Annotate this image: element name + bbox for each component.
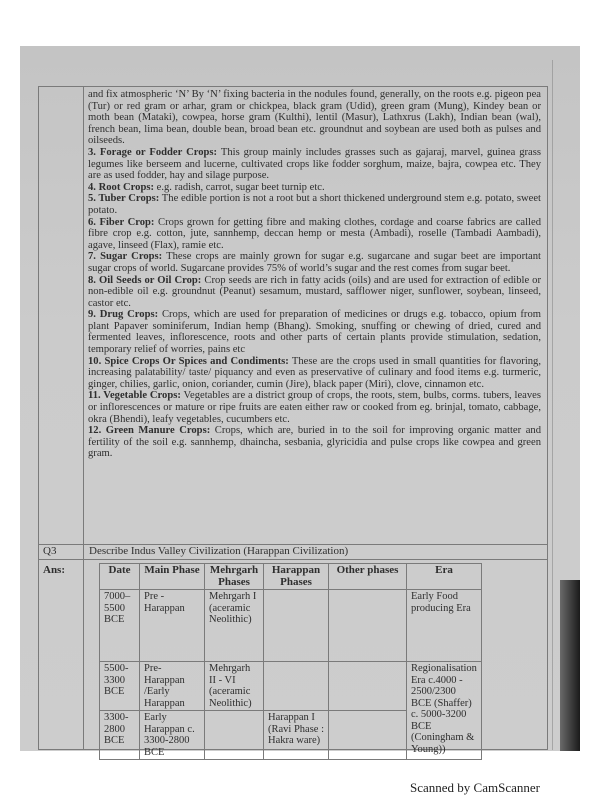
column-divider xyxy=(83,543,84,559)
scan-shadow xyxy=(560,580,580,751)
cell-era: Early Food producing Era xyxy=(407,590,482,662)
table-row xyxy=(100,590,482,662)
cell-main-phase: Pre-Harappan /Early Harappan xyxy=(140,662,205,711)
cell-mehrgarh: Mehrgarh I (aceramic Neolithic) xyxy=(205,590,264,662)
cell-main-phase: Pre - Harappan xyxy=(140,590,205,662)
item-10: 10. Spice Crops Or Spices and Condiments: These are the crops used in small quantities for flavoring, increasing palatability/ taste/ piquancy and even as preservative of culinary and food items e.g. turmeric, ginger, chilies, garlic, onion, coriander, cumin (Jire), black paper (Miri), clove, cinnamon etc. xyxy=(88,355,541,390)
page-edge-line xyxy=(552,60,553,750)
cell-harappan: Harappan I (Ravi Phase : Hakra ware) xyxy=(264,711,329,760)
item-6: 6. Fiber Crop: Crops grown for getting fibre and making clothes, cordage and coarse fabrics are called fibre crop e.g. cotton, jute, sannhemp, deccan hemp or mesta (Ambadi), roselle (Tambadi Aambadi), agave, linseed (Flax), ramie etc. xyxy=(88,216,542,251)
crop-classification-text xyxy=(84,87,547,462)
header-mehrgarh-phases: Mehrgarh Phases xyxy=(205,564,264,590)
question-row xyxy=(38,543,548,560)
cell-date: 7000–5500 BCE xyxy=(100,590,140,662)
answer-table-continued xyxy=(38,86,548,545)
cell-other xyxy=(329,711,407,760)
header-main-phase: Main Phase xyxy=(140,564,205,590)
item-11: 11. Vegetable Crops: Vegetables are a district group of crops, the roots, stem, bulbs, corms. tubers, leaves or inflorescences or mature or ripe fruits are eaten either raw or cooked from eg. brinjal, tomato, cabbage, okra (Bhendi), leafy vegetables, cucumbers etc. xyxy=(88,390,541,425)
label-column xyxy=(39,87,84,544)
answer-label: Ans: xyxy=(43,564,66,576)
answer-row xyxy=(38,560,548,758)
cell-era: Regionalisation Era c.4000 - 2500/2300 BCE (Shaffer) c. 5000-3200 BCE (Coningham & Young)) xyxy=(407,662,482,760)
cell-harappan xyxy=(264,590,329,662)
question-label: Q3 xyxy=(43,545,57,557)
header-era: Era xyxy=(407,564,482,590)
cell-mehrgarh xyxy=(205,711,264,760)
table-row xyxy=(100,662,482,711)
cell-date: 5500-3300 BCE xyxy=(100,662,140,711)
cell-other xyxy=(329,590,407,662)
cell-other xyxy=(329,662,407,711)
cell-main-phase: Early Harappan c. 3300-2800 BCE xyxy=(140,711,205,760)
column-divider xyxy=(83,560,84,749)
question-text: Describe Indus Valley Civilization (Harappan Civilization) xyxy=(89,545,349,557)
item-7: 7. Sugar Crops: These crops are mainly grown for sugar e.g. sugarcane and sugar beet are important sugar crops of world. Sugarcane provides 75% of world’s sugar and the rest comes from sugar beet. xyxy=(88,251,541,274)
item-3: 3. Forage or Fodder Crops: This group mainly includes grasses such as gajaraj, marvel, guinea grass legumes like berseem and lucerne, cultivated crops like fodder sorghum, maize, bajra, cowpea etc. They are as used fodder, hay and silage purpose. xyxy=(88,146,541,182)
continued-paragraph: and fix atmospheric ‘N’ By ‘N’ fixing bacteria in the nodules found, generally, on the roots e.g. pigeon pea (Tur) or red gram or arhar, gram or chickpea, black gram (Udid), green gram (Mung), Kindey bean or moth bean (Mataki), cowpea, horse gram (Kulthi), lentil (Masur), Lathxrus (Lakh), Indian bean (wal), french bean, lima bean, double bean, broad bean etc. groundnut and soybean are used both as pulses and oilseeds. xyxy=(88,89,541,147)
cell-date: 3300-2800 BCE xyxy=(100,711,140,760)
cell-harappan xyxy=(264,662,329,711)
cell-mehrgarh: Mehrgarh II - VI (aceramic Neolithic) xyxy=(205,662,264,711)
item-9: 9. Drug Crops: Crops, which are used for preparation of medicines or drugs e.g. tobacco, opium from plant Papaver sominiferum, Indian hemp (Bhang). Smoking, snuffing or chewing of dried, cured and fermented leaves, inflorescence, roots and other parts of certain plants provide stimulation, sedation, temporary relief of worries, pains etc xyxy=(88,309,541,356)
header-date: Date xyxy=(100,564,140,590)
header-harappan-phases: Harappan Phases xyxy=(264,564,329,590)
table-header-row xyxy=(100,564,482,590)
item-4: 4. Root Crops: e.g. radish, carrot, sugar beet turnip etc. xyxy=(88,181,325,193)
scanner-watermark: Scanned by CamScanner xyxy=(410,780,540,795)
item-12: 12. Green Manure Crops: Crops, which are, buried in to the soil for improving organic matter and fertility of the soil e.g. sannhemp, dhaincha, sesbania, glyricidia and pulse crops like cowpea and green gram. xyxy=(88,425,541,460)
header-other-phases: Other phases xyxy=(329,564,407,590)
harappan-chronology-table xyxy=(99,563,482,760)
item-8: 8. Oil Seeds or Oil Crop: Crop seeds are rich in fatty acids (oils) and are used for extraction of edible or non-edible oil e.g. groundnut (Peanut) sesamum, mustard, safflower niger, sunflower, soybean, linseed, castor etc. xyxy=(88,274,541,309)
item-5: 5. Tuber Crops: The edible portion is not a root but a short thickened underground stem e.g. potato, sweet potato. xyxy=(88,193,542,216)
